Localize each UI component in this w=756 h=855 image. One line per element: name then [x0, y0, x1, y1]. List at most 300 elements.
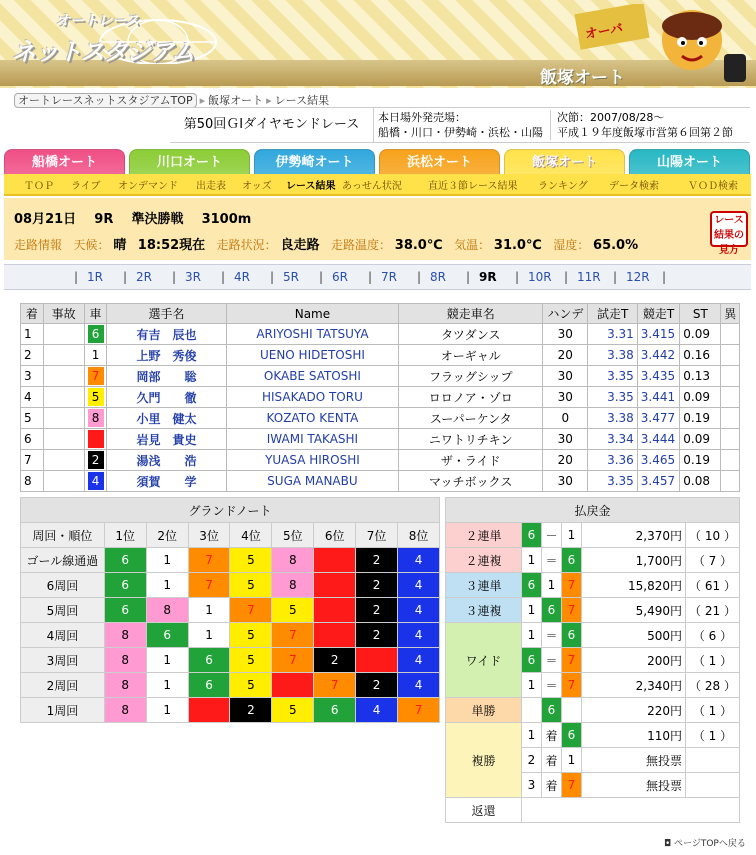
start-timing: 0.08	[680, 471, 721, 492]
subnav-item-8[interactable]: 直近３節レース結果	[428, 181, 518, 192]
entry-accident	[43, 345, 84, 366]
race-time: 3.477	[637, 408, 680, 429]
lap-position-car: 1	[188, 598, 230, 623]
trial-time: 3.38	[588, 345, 637, 366]
entry-place: 8	[21, 471, 44, 492]
tansho-amount: 220円	[582, 698, 686, 723]
weather-label: 天候：	[73, 238, 110, 252]
machine-name: ザ・ライド	[399, 450, 543, 471]
subnav-item-6[interactable]: レース結果	[286, 181, 336, 192]
fukusho-place: 2	[522, 748, 542, 773]
payout-table	[445, 497, 740, 823]
lap-position-car: 5	[272, 698, 314, 723]
race-link-4R[interactable]: 4R	[234, 270, 250, 284]
track-conditions	[14, 234, 638, 253]
start-timing: 0.09	[680, 387, 721, 408]
entry-row	[21, 408, 740, 429]
wide-popularity: （ 1 ）	[686, 648, 740, 673]
lap-position-car: 4	[356, 698, 398, 723]
lap-position-car: 3	[314, 573, 356, 598]
race-title: 第50回ＧⅠダイヤモンドレース	[170, 108, 374, 142]
lap-position-car: 1	[146, 648, 188, 673]
trial-time: 3.34	[588, 429, 637, 450]
race-nav-separator: |	[221, 270, 226, 284]
lap-position-car: 1	[146, 573, 188, 598]
wide-amount: 500円	[582, 623, 686, 648]
lap-label: 1周回	[21, 698, 105, 723]
tansho-label: 単勝	[446, 698, 522, 723]
subnav-item-5[interactable]: オッズ	[242, 181, 272, 192]
lap-position-car: 6	[146, 623, 188, 648]
air-temp-label: 気温：	[454, 238, 491, 252]
subnav-item-10[interactable]: データ検索	[609, 181, 659, 192]
lap-position-car: 6	[188, 673, 230, 698]
race-summary	[14, 208, 251, 227]
wide-car-2: 7	[562, 673, 582, 698]
handicap: 20	[543, 450, 588, 471]
sanrenpuku-popularity: （ 21 ）	[686, 598, 740, 623]
grand-note-title: グランドノート	[21, 498, 440, 523]
lap-position-car: 6	[104, 548, 146, 573]
racer-name-link[interactable]: 久門 徹	[107, 387, 226, 408]
lap-position-car: 3	[356, 648, 398, 673]
nirentan-row	[446, 523, 740, 548]
trial-time: 3.35	[588, 366, 637, 387]
racer-roman-name: UENO HIDETOSHI	[226, 345, 399, 366]
race-number-nav	[4, 264, 751, 290]
entry-car-number: 4	[88, 472, 104, 490]
offsite-sales-title: 本日場外発売場：	[378, 111, 466, 124]
race-link-8R[interactable]: 8R	[430, 270, 446, 284]
nirenpuku-row	[446, 548, 740, 573]
tansho-car: 6	[542, 698, 562, 723]
page-top-link[interactable]	[664, 836, 746, 849]
race-link-7R[interactable]: 7R	[381, 270, 397, 284]
entry-col-header: 異	[721, 304, 740, 324]
lap-position-car: 8	[104, 698, 146, 723]
venue-tab-6[interactable]: 山陽オート	[629, 149, 750, 175]
entry-car-cell	[84, 366, 107, 387]
racer-roman-name: ARIYOSHI TATSUYA	[226, 324, 399, 345]
lap-position-car: 7	[230, 598, 272, 623]
nirentan-label: ２連単	[446, 523, 522, 548]
handicap: 0	[543, 408, 588, 429]
lap-position-car: 6	[314, 698, 356, 723]
entry-col-header: Name	[226, 304, 399, 324]
grand-note-row	[21, 548, 440, 573]
observed-time: 18:52現在	[137, 238, 206, 253]
track-status-label: 走路状況：	[216, 238, 277, 252]
remark	[721, 450, 740, 471]
machine-name: フラッグシップ	[399, 366, 543, 387]
entry-place: 5	[21, 408, 44, 429]
fukusho-popularity	[686, 773, 740, 798]
sanrenpuku-car-3: 7	[562, 598, 582, 623]
subnav-item-4[interactable]: 出走表	[196, 181, 226, 192]
lap-label: 3周回	[21, 648, 105, 673]
race-nav-separator: |	[417, 270, 422, 284]
machine-name: スーパーケンタ	[399, 408, 543, 429]
lap-position-car: 1	[146, 548, 188, 573]
handicap: 30	[543, 471, 588, 492]
nirenpuku-car-2: 6	[562, 548, 582, 573]
wide-separator: ＝	[542, 648, 562, 673]
grand-note-row	[21, 698, 440, 723]
machine-name: マッチボックス	[399, 471, 543, 492]
lap-position-car: 6	[104, 573, 146, 598]
lap-position-car: 8	[272, 573, 314, 598]
race-link-10R[interactable]: 10R	[528, 270, 552, 284]
entry-accident	[43, 366, 84, 387]
venue-tab-3[interactable]: 伊勢崎オート	[254, 149, 375, 175]
entry-car-number: 8	[88, 409, 104, 427]
venue-tabs	[4, 149, 756, 175]
entry-col-header: 着	[21, 304, 44, 324]
lap-position-car: 5	[230, 673, 272, 698]
fukusho-car: 7	[562, 773, 582, 798]
logo-line2: ネットスタジアム	[12, 38, 195, 66]
lap-position-car: 2	[356, 548, 398, 573]
wide-car-2: 7	[562, 648, 582, 673]
remark	[721, 408, 740, 429]
venue-title: 飯塚オート	[540, 68, 625, 88]
track-info-label: 走路情報	[14, 238, 63, 252]
lap-position-car: 2	[356, 598, 398, 623]
venue-tab-4[interactable]: 浜松オート	[379, 149, 500, 175]
wide-car-1: 1	[522, 623, 542, 648]
remark	[721, 324, 740, 345]
start-timing: 0.13	[680, 366, 721, 387]
racer-roman-name: YUASA HIROSHI	[226, 450, 399, 471]
racer-name-link[interactable]: 湯浅 浩	[107, 450, 226, 471]
entry-row	[21, 324, 740, 345]
subnav-item-2[interactable]: ライブ	[71, 181, 101, 192]
track-status-value: 良走路	[280, 238, 320, 253]
wide-separator: ＝	[542, 623, 562, 648]
next-meet	[550, 110, 733, 140]
racer-name-link[interactable]: 小里 健太	[107, 408, 226, 429]
sanrentan-popularity: （ 61 ）	[686, 573, 740, 598]
handicap: 30	[543, 429, 588, 450]
wide-car-1: 6	[522, 648, 542, 673]
lap-position-car: 1	[146, 673, 188, 698]
entry-accident	[43, 429, 84, 450]
offsite-sales-venues: 船橋・川口・伊勢崎・浜松・山陽	[378, 126, 543, 139]
lap-position-car: 8	[104, 673, 146, 698]
entry-table-header	[21, 304, 740, 324]
racer-name-link[interactable]: 須賀 学	[107, 471, 226, 492]
entry-col-header: ST	[680, 304, 721, 324]
tansho-blank	[522, 698, 542, 723]
race-link-5R[interactable]: 5R	[283, 270, 299, 284]
breadcrumb: オートレースネットスタジアムTOP ▸ 飯塚オート ▸ レース結果	[14, 92, 329, 108]
result-guide-button[interactable]: レース結果の見方	[710, 211, 748, 247]
race-date: 08月21日	[14, 212, 77, 227]
nirenpuku-car-1: 1	[522, 548, 542, 573]
machine-name: タツダンス	[399, 324, 543, 345]
lap-label: ゴール線通過	[21, 548, 105, 573]
lap-label: 6周回	[21, 573, 105, 598]
race-nav-separator: |	[613, 270, 618, 284]
grand-note-position-header: 7位	[356, 523, 398, 548]
fukusho-place: 1	[522, 723, 542, 748]
lap-label: 5周回	[21, 598, 105, 623]
lap-position-car: 7	[188, 573, 230, 598]
grand-note-position-header: 1位	[104, 523, 146, 548]
race-time: 3.444	[637, 429, 680, 450]
grand-note-row	[21, 598, 440, 623]
remark	[721, 429, 740, 450]
nirenpuku-popularity: （ 7 ）	[686, 548, 740, 573]
lap-label: 4周回	[21, 623, 105, 648]
trial-time: 3.38	[588, 408, 637, 429]
subnav-item-9[interactable]: ランキング	[538, 181, 588, 192]
fukusho-popularity	[686, 748, 740, 773]
racer-name-link[interactable]: 上野 秀俊	[107, 345, 226, 366]
entry-row	[21, 471, 740, 492]
nirentan-separator: －	[542, 523, 562, 548]
entry-col-header: 選手名	[107, 304, 226, 324]
logo-line1: オートレース	[56, 13, 140, 29]
entry-place: 3	[21, 366, 44, 387]
race-nav-separator: |	[368, 270, 373, 284]
entry-accident	[43, 450, 84, 471]
race-nav-separator: |	[564, 270, 569, 284]
entry-place: 1	[21, 324, 44, 345]
lap-position-car: 3	[314, 548, 356, 573]
entry-accident	[43, 471, 84, 492]
grand-note-position-header: 5位	[272, 523, 314, 548]
grand-note-corner-header: 周回・順位	[21, 523, 105, 548]
entry-row	[21, 429, 740, 450]
lap-position-car: 3	[314, 623, 356, 648]
entry-car-cell	[84, 450, 107, 471]
race-time: 3.441	[637, 387, 680, 408]
humidity-label: 湿度：	[553, 238, 590, 252]
venue-tab-5[interactable]: 飯塚オート	[504, 149, 625, 175]
race-nav-separator: |	[270, 270, 275, 284]
entry-col-header: 事故	[43, 304, 84, 324]
sanrentan-car-3: 7	[562, 573, 582, 598]
lap-position-car: 1	[146, 698, 188, 723]
venue-tab-2[interactable]: 川口オート	[129, 149, 250, 175]
tansho-row	[446, 698, 740, 723]
fukusho-chaku: 着	[542, 748, 562, 773]
start-timing: 0.09	[680, 324, 721, 345]
handicap: 20	[543, 345, 588, 366]
racer-name-link[interactable]: 岩見 貴史	[107, 429, 226, 450]
subnav-item-1[interactable]: ＴＯＰ	[24, 181, 54, 192]
sanrentan-row	[446, 573, 740, 598]
race-time: 3.415	[637, 324, 680, 345]
lap-position-car: 2	[356, 573, 398, 598]
offsite-sales	[378, 110, 543, 140]
entry-car-cell	[84, 429, 107, 450]
racer-name-link[interactable]: 岡部 聡	[107, 366, 226, 387]
grand-note-row	[21, 648, 440, 673]
entry-car-number: 5	[88, 388, 104, 406]
lap-position-car: 5	[230, 548, 272, 573]
lap-position-car: 8	[146, 598, 188, 623]
fukusho-chaku: 着	[542, 723, 562, 748]
entry-accident	[43, 408, 84, 429]
race-link-11R[interactable]: 11R	[577, 270, 601, 284]
page-top-icon: ◘	[664, 839, 672, 849]
start-timing: 0.09	[680, 429, 721, 450]
lap-position-car: 7	[398, 698, 440, 723]
entry-col-header: ハンデ	[543, 304, 588, 324]
subnav-item-7[interactable]: あっせん状況	[342, 181, 402, 192]
track-temp-label: 走路温度：	[330, 238, 391, 252]
trial-time: 3.35	[588, 387, 637, 408]
nirentan-popularity: （ 10 ）	[686, 523, 740, 548]
lap-position-car: 2	[356, 673, 398, 698]
entry-place: 2	[21, 345, 44, 366]
race-link-12R[interactable]: 12R	[626, 270, 650, 284]
entry-accident	[43, 387, 84, 408]
race-time: 3.457	[637, 471, 680, 492]
lap-position-car: 5	[230, 623, 272, 648]
lap-position-car: 1	[188, 623, 230, 648]
handicap: 30	[543, 324, 588, 345]
remark	[721, 471, 740, 492]
svg-text:オーバ: オーバ	[583, 21, 625, 43]
race-nav-separator: |	[74, 270, 79, 284]
subnav-item-11[interactable]: ＶＯＤ検索	[688, 181, 738, 192]
wide-car-1: 1	[522, 673, 542, 698]
grand-note-header	[21, 523, 440, 548]
entry-col-header: 競走車名	[399, 304, 543, 324]
lap-position-car: 3	[314, 598, 356, 623]
lap-position-car: 5	[230, 573, 272, 598]
breadcrumb-venue-link[interactable]: 飯塚オート	[208, 94, 264, 107]
trial-time: 3.36	[588, 450, 637, 471]
entry-col-header: 車	[84, 304, 107, 324]
tansho-blank	[562, 698, 582, 723]
race-time: 3.435	[637, 366, 680, 387]
payout-title: 払戻金	[446, 498, 740, 523]
wide-row	[446, 623, 740, 648]
race-link-9R: 9R	[479, 270, 497, 284]
henkan-label: 返還	[446, 798, 522, 823]
race-condition-bar	[4, 198, 751, 260]
trial-time: 3.35	[588, 471, 637, 492]
racer-roman-name: HISAKADO TORU	[226, 387, 399, 408]
tansho-popularity: （ 1 ）	[686, 698, 740, 723]
race-nav-separator: |	[466, 270, 471, 284]
entry-row	[21, 366, 740, 387]
race-number: 9R	[94, 212, 114, 227]
race-link-3R[interactable]: 3R	[185, 270, 201, 284]
trial-time: 3.31	[588, 324, 637, 345]
grand-note-row	[21, 623, 440, 648]
lap-position-car: 5	[230, 648, 272, 673]
lap-position-car: 8	[104, 648, 146, 673]
entry-col-header: 競走T	[637, 304, 680, 324]
race-link-1R[interactable]: 1R	[87, 270, 103, 284]
sanrentan-amount: 15,820円	[582, 573, 686, 598]
grand-note-position-header: 4位	[230, 523, 272, 548]
entry-car-cell	[84, 471, 107, 492]
fukusho-car: 6	[562, 723, 582, 748]
grand-note-position-header: 8位	[398, 523, 440, 548]
lap-position-car: 7	[314, 673, 356, 698]
handicap: 30	[543, 366, 588, 387]
start-timing: 0.19	[680, 450, 721, 471]
nirentan-car-2: 1	[562, 523, 582, 548]
lap-position-car: 6	[104, 598, 146, 623]
race-type: 準決勝戦	[131, 212, 184, 227]
handicap: 30	[543, 387, 588, 408]
lap-position-car: 8	[104, 623, 146, 648]
subnav-item-3[interactable]: オンデマンド	[118, 181, 178, 192]
entry-row	[21, 450, 740, 471]
site-header	[0, 0, 756, 88]
race-nav-separator: |	[123, 270, 128, 284]
fukusho-chaku: 着	[542, 773, 562, 798]
next-meet-title: 平成１９年度飯塚市営第６回第２節	[557, 126, 733, 139]
air-temp-value: 31.0℃	[493, 238, 542, 253]
wide-popularity: （ 6 ）	[686, 623, 740, 648]
wide-popularity: （ 28 ）	[686, 673, 740, 698]
lap-position-car: 3	[188, 698, 230, 723]
racer-name-link[interactable]: 有吉 辰也	[107, 324, 226, 345]
entry-car-number: 7	[88, 367, 104, 385]
remark	[721, 387, 740, 408]
race-link-2R[interactable]: 2R	[136, 270, 152, 284]
nirenpuku-separator: ＝	[542, 548, 562, 573]
grand-note-position-header: 2位	[146, 523, 188, 548]
lap-position-car: 2	[314, 648, 356, 673]
entry-car-cell	[84, 345, 107, 366]
page-top-label: ページTOPへ戻る	[674, 839, 746, 849]
sanrenpuku-row	[446, 598, 740, 623]
entry-row	[21, 345, 740, 366]
entry-place: 6	[21, 429, 44, 450]
race-info-box	[170, 107, 750, 143]
entry-result-table	[20, 303, 740, 492]
race-time: 3.465	[637, 450, 680, 471]
lap-position-car: 4	[398, 648, 440, 673]
machine-name: オーギャル	[399, 345, 543, 366]
start-timing: 0.16	[680, 345, 721, 366]
racer-roman-name: KOZATO KENTA	[226, 408, 399, 429]
race-time: 3.442	[637, 345, 680, 366]
wide-label: ワイド	[446, 623, 522, 698]
entry-car-number: 2	[88, 451, 104, 469]
fukusho-row	[446, 723, 740, 748]
racer-roman-name: IWAMI TAKASHI	[226, 429, 399, 450]
humidity-value: 65.0%	[593, 238, 639, 253]
grand-note-row	[21, 673, 440, 698]
lap-position-car: 4	[398, 573, 440, 598]
entry-car-cell	[84, 408, 107, 429]
sanrentan-car-2: 1	[542, 573, 562, 598]
lap-position-car: 4	[398, 623, 440, 648]
venue-tab-1[interactable]: 船橋オート	[4, 149, 125, 175]
henkan-value	[522, 798, 740, 823]
sub-navigation	[4, 174, 751, 196]
site-logo[interactable]	[8, 8, 218, 64]
breadcrumb-home-link[interactable]: オートレースネットスタジアムTOP	[14, 93, 197, 108]
nirenpuku-amount: 1,700円	[582, 548, 686, 573]
lap-position-car: 4	[398, 598, 440, 623]
sanrenpuku-label: ３連複	[446, 598, 522, 623]
race-link-6R[interactable]: 6R	[332, 270, 348, 284]
nirentan-car-1: 6	[522, 523, 542, 548]
entry-car-number: 1	[88, 346, 104, 364]
fukusho-place: 3	[522, 773, 542, 798]
